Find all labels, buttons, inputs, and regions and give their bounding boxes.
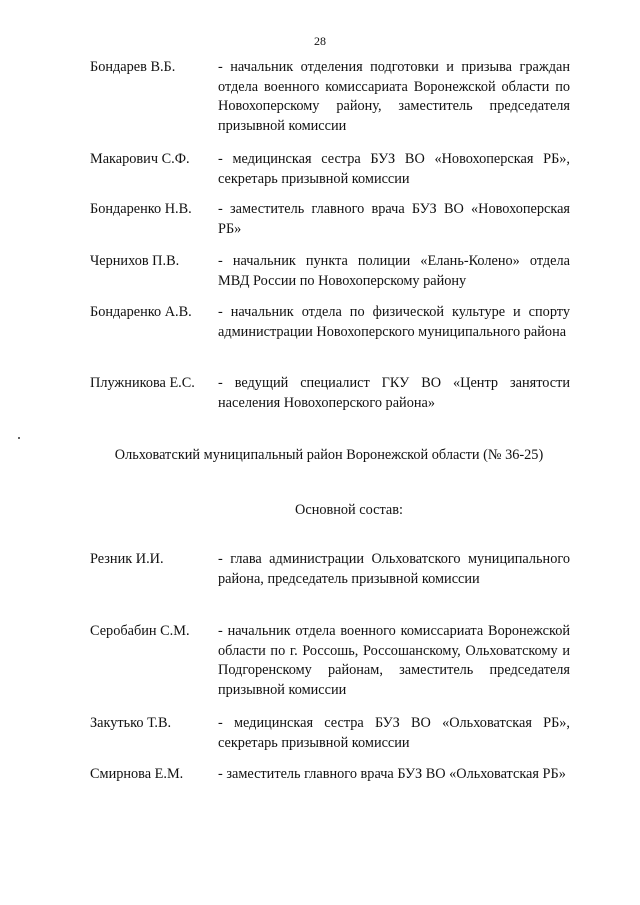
member-name: Макарович С.Ф. [90, 151, 190, 167]
member-name: Плужникова Е.С. [90, 375, 195, 391]
page-number: 28 [314, 34, 326, 48]
member-role: - глава администрации Ольховатского муниципального района, председатель призывной комиссии [218, 551, 570, 587]
member-name: Закутько Т.В. [90, 715, 172, 731]
member-name: Резник И.И. [90, 551, 164, 567]
member-role: - начальник отдела по физической культуре и спорту администрации Новохоперского муниципального района [218, 304, 570, 340]
member-role: - медицинская сестра БУЗ ВО «Новохоперская РБ», секретарь призывной комиссии [218, 151, 570, 187]
composition-heading: Основной состав: [295, 502, 403, 518]
member-role: - заместитель главного врача БУЗ ВО «Новохоперская РБ» [218, 201, 570, 237]
member-name: Бондаренко А.В. [90, 304, 192, 320]
member-role: - ведущий специалист ГКУ ВО «Центр занятости населения Новохоперского района» [218, 375, 570, 411]
member-name: Чернихов П.В. [90, 253, 180, 269]
district-heading: Ольховатский муниципальный район Воронежской области (№ 36-25) [114, 447, 544, 463]
member-name: Смирнова Е.М. [90, 766, 184, 782]
scan-artifact-dot [18, 437, 20, 439]
member-name: Серобабин С.М. [90, 623, 190, 639]
member-role: - медицинская сестра БУЗ ВО «Ольховатская РБ», секретарь призывной комиссии [218, 715, 570, 751]
member-name: Бондаренко Н.В. [90, 201, 192, 217]
member-role: - начальник пункта полиции «Елань-Колено» отдела МВД России по Новохоперскому району [218, 253, 570, 289]
member-name: Бондарев В.Б. [90, 59, 176, 75]
member-role: - начальник отдела военного комиссариата Воронежской области по г. Россошь, Россошанскому, Ольховатскому и Подгоренскому районам, заместитель председателя призывной комиссии [218, 623, 570, 698]
member-role: - начальник отделения подготовки и призыва граждан отдела военного комиссариата Воронежской области по Новохоперскому району, заместитель председателя призывной комиссии [218, 59, 570, 134]
member-role: - заместитель главного врача БУЗ ВО «Ольховатская РБ» [218, 766, 566, 782]
